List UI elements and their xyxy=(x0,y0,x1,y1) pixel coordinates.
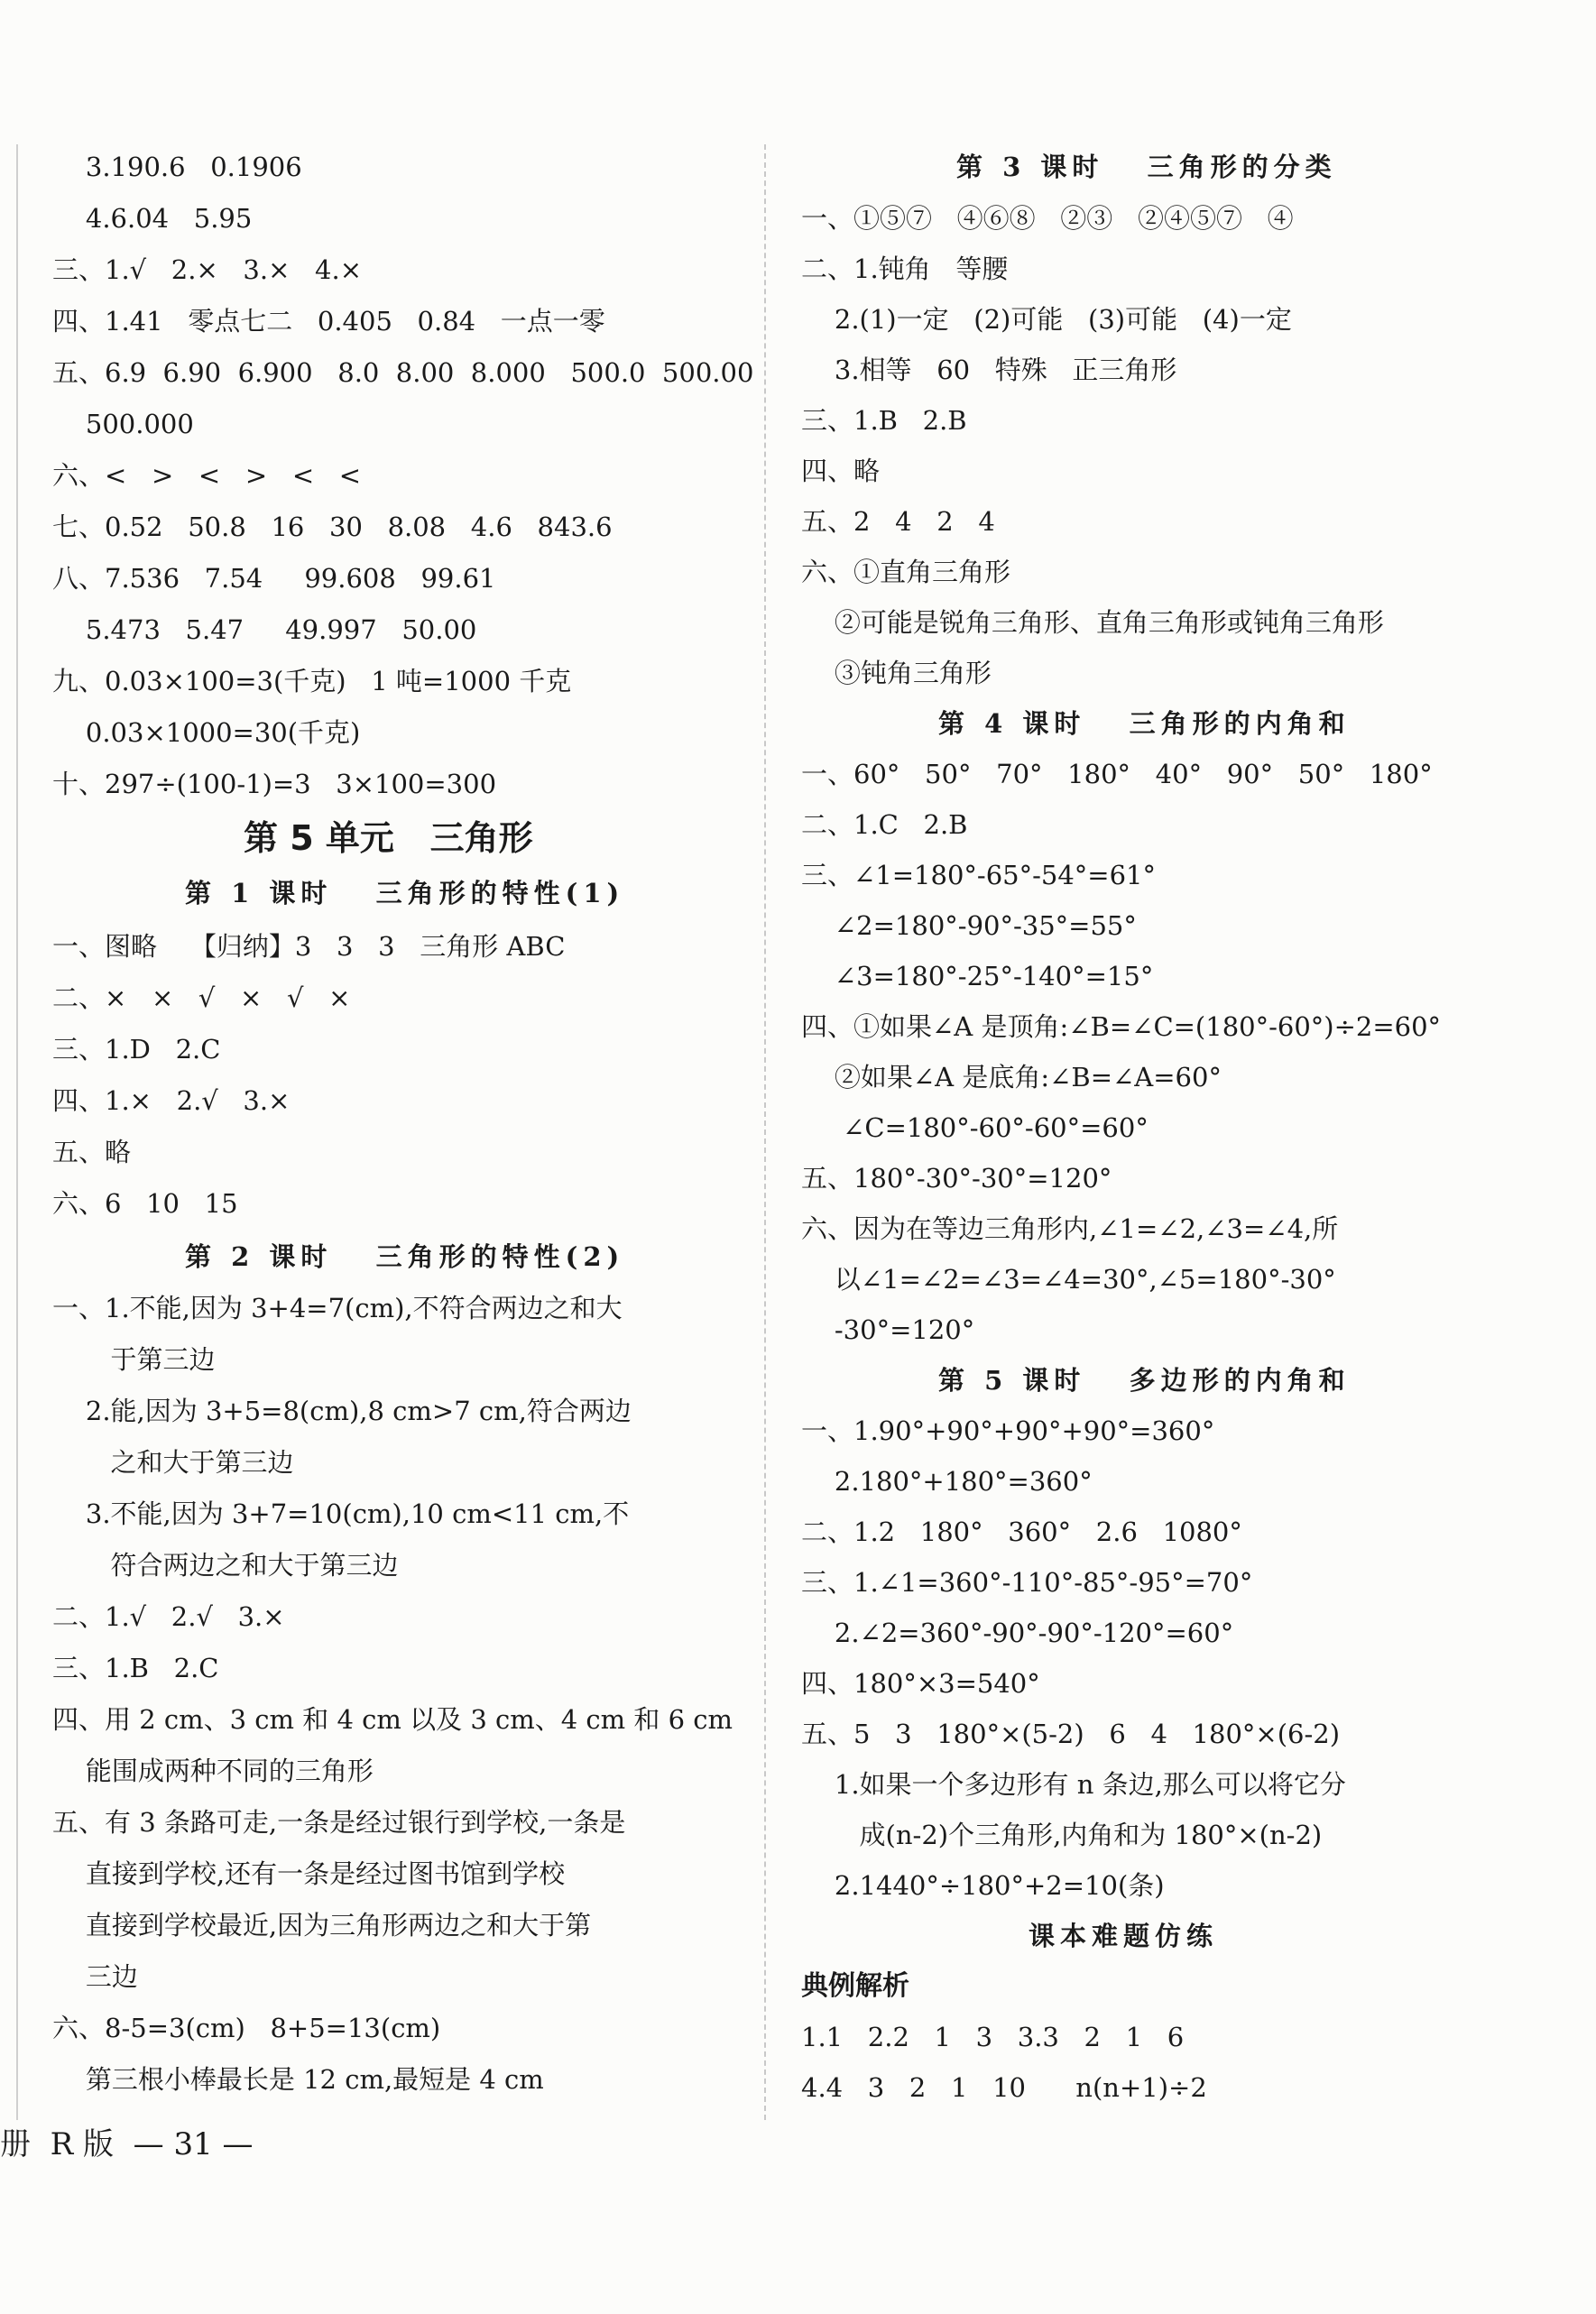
answer-line: 五、5 3 180°×(5-2) 6 4 180°×(6-2) xyxy=(801,1719,1341,1749)
answer-line: 0.03×1000=30(千克) xyxy=(52,717,361,748)
answer-line: 3.不能,因为 3+7=10(cm),10 cm<11 cm,不 xyxy=(52,1498,630,1529)
answer-line: 5.473 5.47 49.997 50.00 xyxy=(52,614,477,645)
answer-line: 一、①⑤⑦ ④⑥⑧ ②③ ②④⑤⑦ ④ xyxy=(801,203,1294,234)
answer-line: 六、8-5=3(cm) 8+5=13(cm) xyxy=(52,2013,441,2043)
answer-line: 三边 xyxy=(52,1961,138,1992)
answer-line: 二、× × √ × √ × xyxy=(52,982,351,1013)
answer-line: 1.1 2.2 1 3 3.3 2 1 6 xyxy=(801,2022,1185,2052)
answer-line: 四、1.× 2.√ 3.× xyxy=(52,1085,291,1116)
answer-line: ③钝角三角形 xyxy=(801,658,992,688)
answer-line: 五、有 3 条路可走,一条是经过银行到学校,一条是 xyxy=(52,1807,626,1838)
answer-line: 三、1.D 2.C xyxy=(52,1034,221,1065)
lesson-heading: 第 3 课时 三角形的分类 xyxy=(956,152,1337,182)
lesson-heading: 第 2 课时 三角形的特性(2) xyxy=(185,1241,625,1272)
answer-line: 一、1.90°+90°+90°+90°=360° xyxy=(801,1415,1215,1446)
answer-line: 三、1.B 2.B xyxy=(801,405,967,436)
answer-line: 十、297÷(100-1)=3 3×100=300 xyxy=(52,769,497,799)
answer-line: 4.4 3 2 1 10 n(n+1)÷2 xyxy=(801,2072,1207,2103)
answer-line: 四、用 2 cm、3 cm 和 4 cm 以及 3 cm、4 cm 和 6 cm xyxy=(52,1704,733,1735)
answer-line: 六、①直角三角形 xyxy=(801,557,1011,587)
answer-line: 一、60° 50° 70° 180° 40° 90° 50° 180° xyxy=(801,759,1433,789)
answer-line: 于第三边 xyxy=(52,1344,216,1375)
answer-line: 2.180°+180°=360° xyxy=(801,1466,1093,1497)
answer-line: 四、①如果∠A 是顶角:∠B=∠C=(180°-60°)÷2=60° xyxy=(801,1011,1442,1042)
answer-line: 以∠1=∠2=∠3=∠4=30°,∠5=180°-30° xyxy=(801,1264,1336,1295)
lesson-heading: 第 4 课时 三角形的内角和 xyxy=(938,708,1351,739)
answer-line: 直接到学校,还有一条是经过图书馆到学校 xyxy=(52,1858,566,1889)
lesson-heading: 第 5 课时 多边形的内角和 xyxy=(938,1365,1351,1396)
answer-line: 4.6.04 5.95 xyxy=(52,203,253,234)
answer-line: 二、1.2 180° 360° 2.6 1080° xyxy=(801,1517,1242,1547)
answer-line: 2.(1)一定 (2)可能 (3)可能 (4)一定 xyxy=(801,304,1292,335)
answer-line: 三、∠1=180°-65°-54°=61° xyxy=(801,860,1157,890)
answer-line: 3.相等 60 特殊 正三角形 xyxy=(801,355,1177,385)
answer-line: 符合两边之和大于第三边 xyxy=(52,1550,399,1581)
answer-line: 3.190.6 0.1906 xyxy=(52,152,302,182)
answer-line: 直接到学校最近,因为三角形两边之和大于第 xyxy=(52,1910,592,1941)
answer-line: 九、0.03×100=3(千克) 1 吨=1000 千克 xyxy=(52,666,572,696)
answer-line: 三、1.B 2.C xyxy=(52,1653,219,1683)
answer-line: 五、6.9 6.90 6.900 8.0 8.00 8.000 500.0 500.00 xyxy=(52,357,754,388)
answer-line: 二、1.钝角 等腰 xyxy=(801,254,1009,284)
answer-line: 五、略 xyxy=(52,1137,132,1167)
answer-line: 六、因为在等边三角形内,∠1=∠2,∠3=∠4,所 xyxy=(801,1213,1339,1244)
page-edge-line xyxy=(16,144,18,2120)
answer-line: 1.如果一个多边形有 n 条边,那么可以将它分 xyxy=(801,1769,1346,1800)
section-heading: 课本难题仿练 xyxy=(1029,1921,1219,1951)
answer-line: 六、< > < > < < xyxy=(52,460,362,491)
answer-line: 二、1.√ 2.√ 3.× xyxy=(52,1601,285,1632)
example-label: 典例解析 xyxy=(801,1970,909,2002)
answer-line: 一、图略 【归纳】3 3 3 三角形 ABC xyxy=(52,931,566,962)
answer-line: -30°=120° xyxy=(801,1314,975,1345)
answer-line: 五、180°-30°-30°=120° xyxy=(801,1163,1112,1194)
answer-line: ∠3=180°-25°-140°=15° xyxy=(801,961,1154,991)
answer-line: 八、7.536 7.54 99.608 99.61 xyxy=(52,563,496,594)
answer-line: ∠C=180°-60°-60°=60° xyxy=(801,1112,1149,1143)
answer-line: 一、1.不能,因为 3+4=7(cm),不符合两边之和大 xyxy=(52,1293,623,1323)
answer-line: ②如果∠A 是底角:∠B=∠A=60° xyxy=(801,1062,1222,1092)
answer-line: 七、0.52 50.8 16 30 8.08 4.6 843.6 xyxy=(52,512,613,542)
answer-line: 三、1.∠1=360°-110°-85°-95°=70° xyxy=(801,1567,1253,1598)
answer-line: ∠2=180°-90°-35°=55° xyxy=(801,910,1137,941)
answer-line: 500.000 xyxy=(52,409,194,439)
answer-line: 2.1440°÷180°+2=10(条) xyxy=(801,1870,1165,1901)
answer-line: 2.能,因为 3+5=8(cm),8 cm>7 cm,符合两边 xyxy=(52,1396,632,1426)
column-divider xyxy=(764,144,766,2120)
answer-line: 第三根小棒最长是 12 cm,最短是 4 cm xyxy=(52,2064,544,2095)
answer-line: 能围成两种不同的三角形 xyxy=(52,1756,374,1786)
page-footer: 册 R 版 — 31 — xyxy=(0,2126,254,2162)
answer-line: 五、2 4 2 4 xyxy=(801,506,995,537)
answer-line: 四、1.41 零点七二 0.405 0.84 一点一零 xyxy=(52,306,605,336)
answer-line: 三、1.√ 2.× 3.× 4.× xyxy=(52,254,363,285)
answer-line: 六、6 10 15 xyxy=(52,1188,238,1219)
answer-line: ②可能是锐角三角形、直角三角形或钝角三角形 xyxy=(801,607,1384,638)
answer-line: 四、略 xyxy=(801,456,881,486)
answer-line: 之和大于第三边 xyxy=(52,1447,294,1478)
answer-line: 二、1.C 2.B xyxy=(801,809,968,840)
answer-line: 成(n-2)个三角形,内角和为 180°×(n-2) xyxy=(801,1820,1323,1850)
lesson-heading: 第 1 课时 三角形的特性(1) xyxy=(185,878,625,908)
answer-line: 2.∠2=360°-90°-90°-120°=60° xyxy=(801,1618,1234,1648)
answer-line: 四、180°×3=540° xyxy=(801,1668,1040,1699)
unit-title: 第 5 单元 三角形 xyxy=(244,818,533,858)
